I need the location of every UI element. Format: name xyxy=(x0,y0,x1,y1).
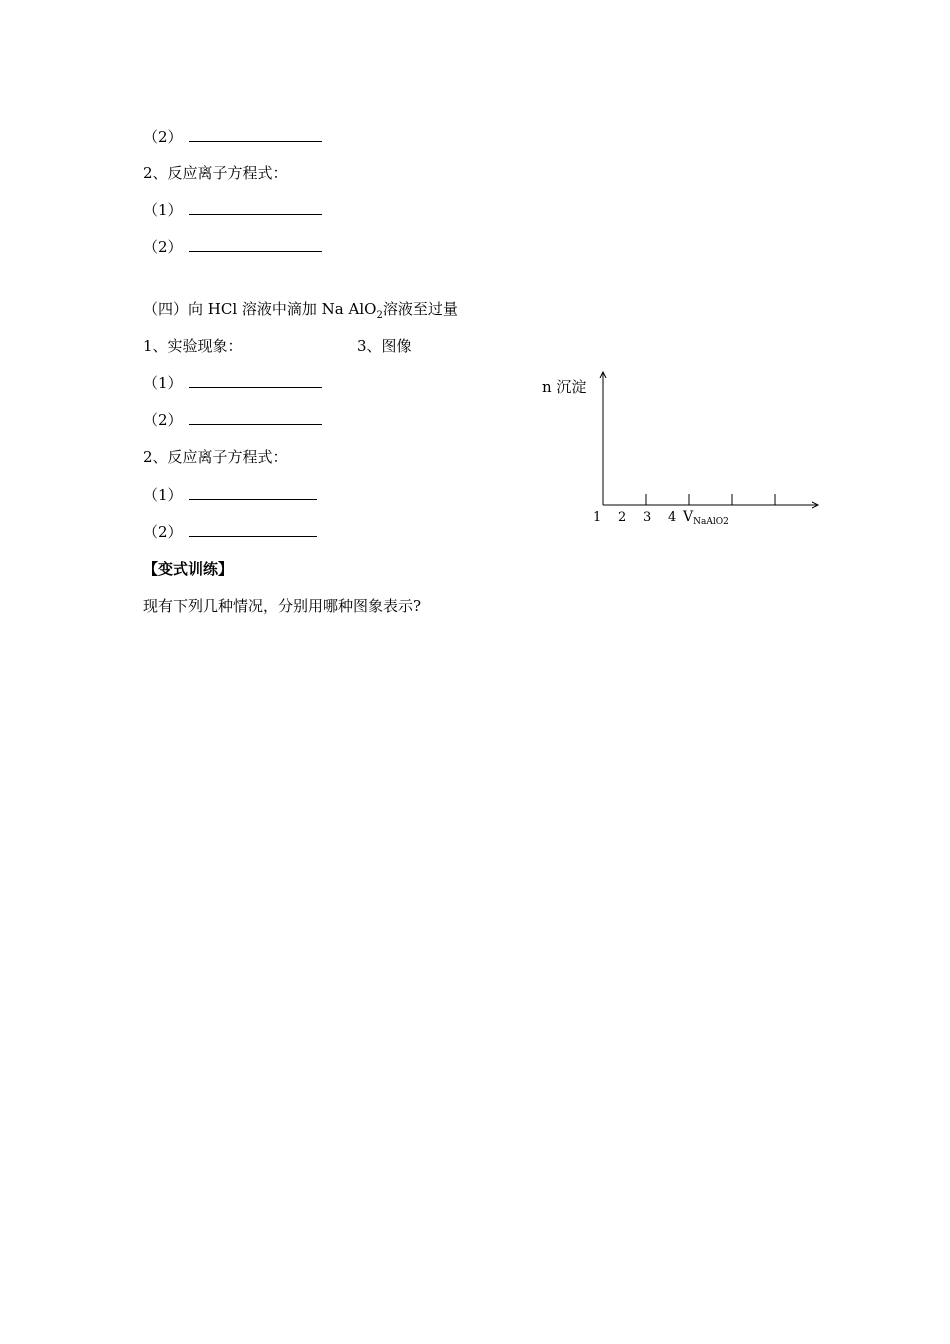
answer-blank[interactable] xyxy=(189,127,322,142)
answer-blank[interactable] xyxy=(189,410,322,425)
line-blank-1b xyxy=(143,200,322,220)
line-blank-2a xyxy=(143,127,322,147)
heading-variant-training: 【变式训练】 xyxy=(143,560,234,578)
x-axis-label: $V_{NaAlO2}$ xyxy=(683,509,729,527)
item-label: （2） xyxy=(143,128,183,146)
section-graph-label: 3、图像 xyxy=(357,337,412,355)
item-label: （1） xyxy=(143,486,183,504)
item-label: （2） xyxy=(143,238,183,256)
item-label: （1） xyxy=(143,201,183,219)
x-tick-label: 3 xyxy=(643,510,652,525)
section-phenomenon: 1、实验现象： xyxy=(143,337,243,355)
line-blank-2d xyxy=(143,522,317,542)
line-blank-1c xyxy=(143,373,322,393)
section-ionic-equations-1: 2、反应离子方程式： xyxy=(143,164,288,182)
precipitate-graph[interactable] xyxy=(530,360,830,535)
answer-blank[interactable] xyxy=(189,200,322,215)
answer-blank[interactable] xyxy=(189,373,322,388)
question-text: 现有下列几种情况，分别用哪种图象表示? xyxy=(143,597,422,615)
x-tick-label: 4 xyxy=(668,510,677,525)
line-blank-2c xyxy=(143,410,322,430)
item-label: （1） xyxy=(143,374,183,392)
line-blank-2b xyxy=(143,237,322,257)
y-axis-label: n 沉淀 xyxy=(542,378,587,396)
item-label: （2） xyxy=(143,411,183,429)
section-ionic-equations-2: 2、反应离子方程式： xyxy=(143,448,288,466)
answer-blank[interactable] xyxy=(189,485,317,500)
section-title-four: （四）向 HCl 溶液中滴加 Na AlO$_2$溶液至过量 xyxy=(143,300,458,321)
answer-blank[interactable] xyxy=(189,237,322,252)
line-blank-1d xyxy=(143,485,317,505)
answer-blank[interactable] xyxy=(189,522,317,537)
x-tick-label: 1 xyxy=(593,510,602,525)
item-label: （2） xyxy=(143,523,183,541)
x-tick-label: 2 xyxy=(618,510,627,525)
